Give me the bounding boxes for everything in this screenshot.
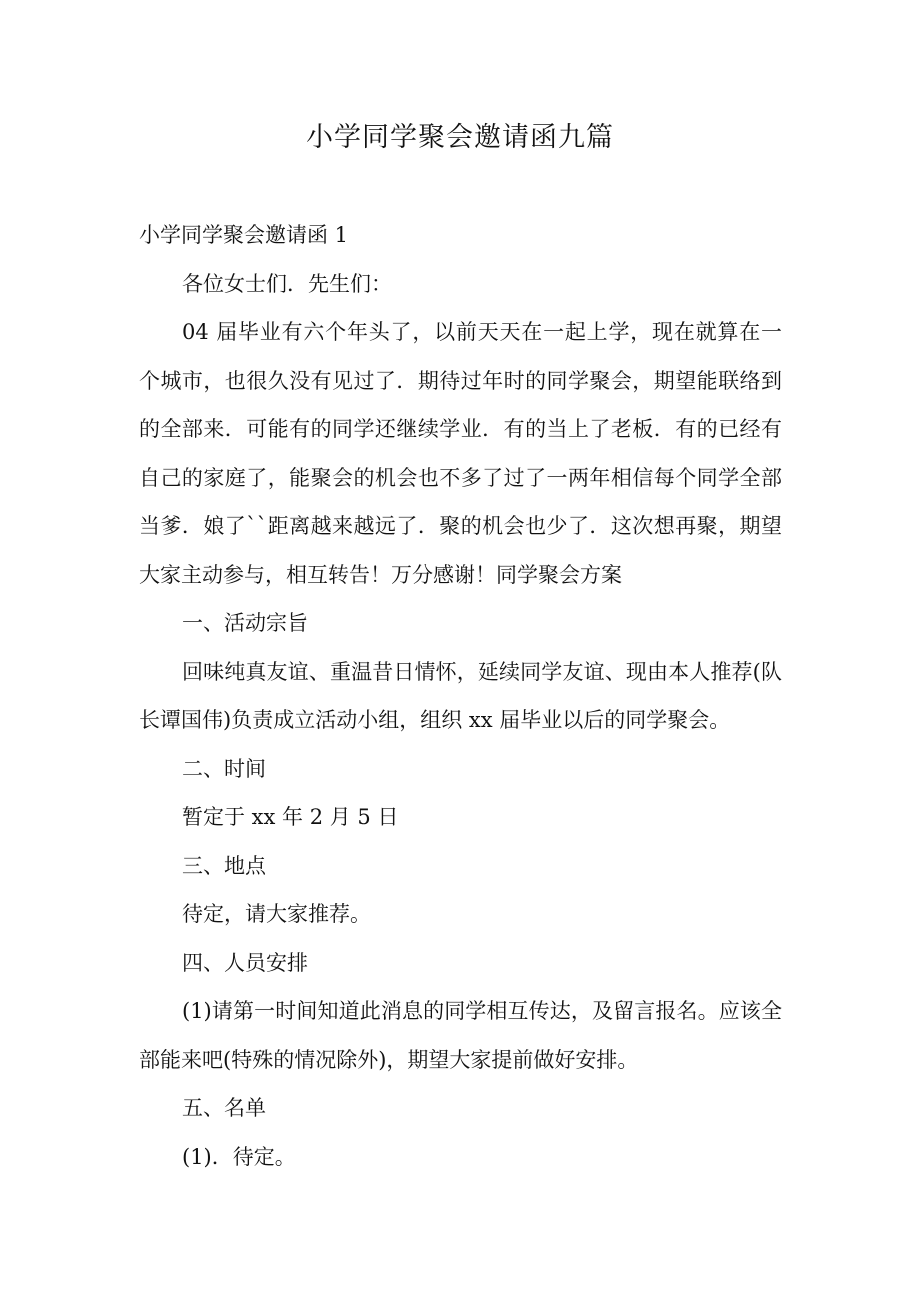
list-paragraph: (1)．待定。 — [182, 1144, 296, 1169]
salutation: 各位女士们．先生们： — [182, 271, 392, 296]
purpose-heading: 一、活动宗旨 — [182, 611, 308, 635]
document-title: 小学同学聚会邀请函九篇 — [306, 122, 614, 153]
list-heading: 五、名单 — [182, 1096, 266, 1120]
time-heading: 二、时间 — [182, 756, 266, 781]
place-heading: 三、地点 — [182, 853, 266, 878]
time-paragraph: 暂定于 xx 年 2 月 5 日 — [182, 805, 399, 829]
place-paragraph: 待定，请大家推荐。 — [182, 902, 371, 926]
purpose-paragraph: 回味纯真友谊、重温昔日情怀，延续同学友谊、现由本人推荐(队长谭国伟)负责成立活动小组，组织 xx 届毕业以后的同学聚会。 — [139, 659, 782, 732]
section-heading: 小学同学聚会邀请函 1 — [139, 223, 349, 247]
intro-paragraph: 04 届毕业有六个年头了，以前天天在一起上学，现在就算在一个城市，也很久没有见过了．期待过年时的同学聚会，期望能联络到的全部来．可能有的同学还继续学业．有的当上了老板．有的已经有自己的家庭了，能聚会的机会也不多了过了一两年相信每个同学全部当爹．娘了``距离越来越远了．聚的机会也少了．这次想再聚，期望大家主动参与，相互转告！万分感谢！同学聚会方案 — [139, 320, 782, 587]
staff-heading: 四、人员安排 — [182, 950, 308, 975]
staff-paragraph: (1)请第一时间知道此消息的同学相互传达，及留言报名。应该全部能来吧(特殊的情况除外)，期望大家提前做好安排。 — [139, 999, 782, 1072]
document-body — [139, 211, 782, 1181]
